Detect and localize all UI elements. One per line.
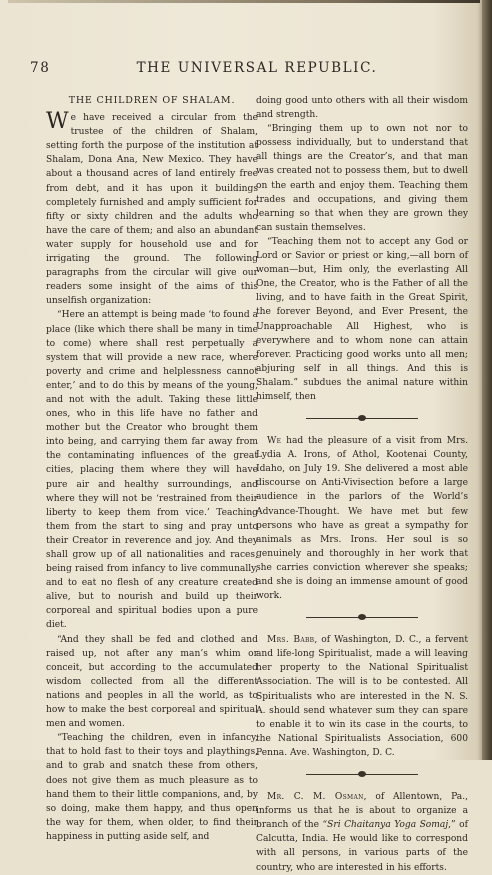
society-name: Sri Chaitanya Yoga Somaj [327, 820, 449, 831]
lead-words: Mrs. Babb [267, 635, 315, 646]
page-number: 78 [30, 60, 51, 76]
irons-paragraph [256, 434, 468, 603]
osman-paragraph [256, 790, 468, 875]
paragraph: doing good unto others with all their wisdom and strength. [256, 96, 468, 121]
paragraph-text: ,” of Calcutta, India. He would like to correspond with all persons, in various parts of the country, who are interested in his efforts. [256, 820, 468, 873]
intro-paragraph [46, 111, 258, 308]
page-header [30, 60, 454, 78]
babb-paragraph [256, 633, 468, 760]
right-column [256, 94, 468, 875]
lead-words: We [267, 436, 282, 447]
paragraph: “Teaching them not to accept any God or Lord or Savior or priest or king,—all born of woman—but, Him only, the everlasting All One, the Creator, who is the Father of all the living, and to have faith in the Great Spirit, the forever Beyond, and Ever Present, the Unapproachable All Highest, who is everywhere and to whom none can attain forever. Practicing good works unto all men; abjuring self in all things. And this is Shalam.” subdues the animal nature within himself, then [256, 236, 468, 402]
book-binding-edge [482, 0, 492, 760]
article-title: THE CHILDREN OF SHALAM. [68, 95, 236, 106]
paragraph: “Here an attempt is being made ‘to found a place (like which there shall be many in time to come) where shall rest perpetually a system that will provide a new race, where poverty and crime and helplessness cannot enter,’ and to do this by means of the young, and not with the adult. Taking these little ones, who in this life have no father and mother but the Creator who brought them into being, and carrying them far away from the contaminating influences of the great cities, placing them where they will have pure air and healthy surroundings, and where they will not be ‘restrained from their liberty to keep them from vice.’ Teaching them from the start to sing and pray unto their Creator in reverence and joy. And they shall grow up of all nationalities and races, being raised from infancy to live communally, and to eat no flesh of any creature created alive, but to nourish and build up their corporeal and spiritual bodies upon a pure diet. [46, 310, 258, 631]
section-divider [256, 611, 468, 625]
top-edge-rule [8, 0, 480, 3]
lead-words: Mr. C. M. Osman [267, 792, 364, 803]
drop-cap: W [46, 109, 69, 135]
section-divider [256, 412, 468, 426]
paragraph: “And they shall be fed and clothed and raised up, not after any man’s whim or conceit, but according to the accumulated wisdom collected from all the different nations and peoples in all the world, as to how to make the best corporeal and spiritual men and women. [46, 634, 258, 730]
intro-text: e have received a circular from the trustee of the children of Shalam, setting forth the purpose of the institution at Shalam, Dona Ana, New Mexico. They have about a thousand acres of land entirely free from debt, and it has upon it buildings completely furnished and amply sufficient for fifty or sixty children and the adults who have the care of them; and also an abundant water supply for household use and for irrigating the ground. The following paragraphs from the circular will give our readers some insight of the aims of this unselfish organization: [46, 113, 258, 307]
running-head: THE UNIVERSAL REPUBLIC. [136, 60, 378, 76]
left-column [46, 94, 258, 844]
section-divider [256, 768, 468, 782]
paragraph: “Bringing them up to own not nor to possess individually, but to understand that all things are the Creator’s, and that man was created not to possess them, but to dwell on the earth and enjoy them. Teaching them trades and occupations, and giving them learning so that when they are grown they can sustain themselves. [256, 124, 468, 233]
paragraph-text: , of Washington, D. C., a fervent and life-long Spiritualist, made a will leaving her property to the National Spiritualist Association. The will is to be contested. All Spiritualists who are interested in the N. S. A. should send whatever sum they can spare to enable it to win its case in the courts, to the National Spiritualists Association, 600 Penna. Ave. Washington, D. C. [256, 635, 468, 758]
paragraph-text: , of Allentown, Pa., informs us that he is about to organize a branch of the “ [256, 792, 468, 831]
paragraph: “Teaching the children, even in infancy, that to hold fast to their toys and playthings, and to grab and snatch these from others, does not give them as much pleasure as to hand them to their little companions, and, by so doing, make them happy, and thus open the way for them, when older, to find their happiness in putting aside self, and [46, 733, 258, 842]
paragraph-text: had the pleasure of a visit from Mrs. Lydia A. Irons, of Athol, Kootenai County, Idaho, on July 19. She delivered a most able discourse on Anti-Vivisection before a large audience in the parlors of the World’s Advance-Thought. We have met but few persons who have as great a sympathy for animals as Mrs. Irons. Her soul is so genuinely and thoroughly in her work that she carries conviction wherever she speaks; and she is doing an immense amount of good work. [256, 436, 468, 602]
